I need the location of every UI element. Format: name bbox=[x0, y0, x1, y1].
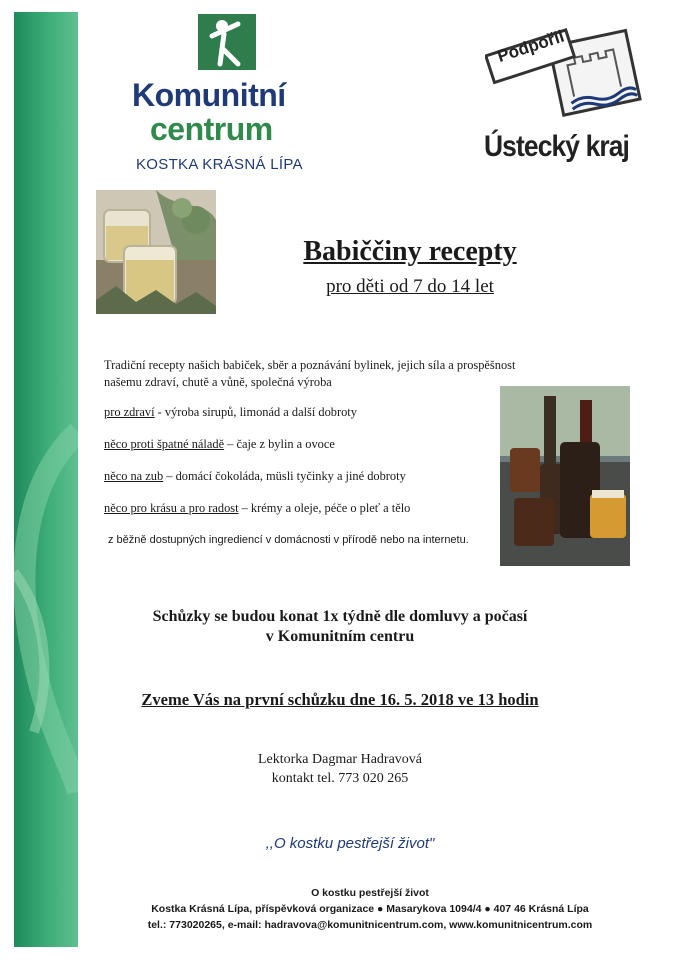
meeting-info-line-2: v Komunitním centru bbox=[265, 628, 415, 645]
region-name: Ústecký kraj bbox=[484, 130, 630, 163]
list-item bbox=[104, 404, 357, 421]
decorative-green-strip bbox=[14, 12, 78, 947]
list-item-text: - výroba sirupů, limonád a další dobroty bbox=[154, 405, 357, 419]
list-item-text: – krémy a oleje, péče o pleť a tělo bbox=[238, 501, 411, 515]
community-centre-logo-icon bbox=[198, 14, 256, 70]
ingredient-sources-note: z běžně dostupných ingrediencí v domácnosti v přírodě nebo na internetu. bbox=[108, 534, 469, 546]
footer-line-3: tel.: 773020265, e-mail: hadravova@komunitnicentrum.com, www.komunitnicentrum.com bbox=[147, 919, 593, 931]
first-meeting-invitation: Zveme Vás na první schůzku dne 16. 5. 2018 ve 13 hodin bbox=[141, 690, 539, 709]
region-stamp-label: Podpořil bbox=[495, 26, 567, 67]
list-item bbox=[104, 436, 335, 453]
meeting-info-line-1: Schůzky se budou konat 1x týdně dle domluvy a počasí bbox=[152, 608, 528, 625]
list-item-label: něco na zub bbox=[104, 469, 164, 483]
list-item bbox=[104, 468, 406, 485]
intro-line-1: Tradiční recepty našich babiček, sběr a poznávání bylinek, jejich síla a prospěšnost bbox=[104, 358, 516, 372]
page-subtitle: pro děti od 7 do 14 let bbox=[326, 276, 494, 297]
contact-phone: kontakt tel. 773 020 265 bbox=[271, 771, 409, 786]
lecturer-name: Lektorka Dagmar Hadravová bbox=[257, 752, 423, 767]
brand-name-line2: centrum bbox=[150, 111, 273, 147]
list-item-label: něco proti špatné náladě bbox=[104, 437, 225, 451]
footer-line-2: Kostka Krásná Lípa, příspěvková organizace ● Masarykova 1094/4 ● 407 46 Krásná Lípa bbox=[151, 903, 589, 915]
jars-and-bottles-photo bbox=[500, 386, 630, 566]
list-item bbox=[104, 500, 410, 517]
region-support-emblem bbox=[485, 18, 645, 128]
footer-line-1: O kostku pestřejší život bbox=[311, 887, 429, 899]
list-item-label: pro zdraví bbox=[104, 405, 155, 419]
herbal-tea-photo bbox=[96, 190, 216, 314]
brand-subtitle: KOSTKA KRÁSNÁ LÍPA bbox=[136, 156, 303, 173]
page-title: Babiččiny recepty bbox=[303, 236, 517, 267]
list-item-text: – čaje z bylin a ovoce bbox=[224, 437, 335, 451]
list-item-label: něco pro krásu a pro radost bbox=[104, 501, 239, 515]
brand-name-line1: Komunitní bbox=[132, 77, 286, 113]
motto: ,,O kostku pestřejší život" bbox=[265, 835, 435, 852]
list-item-text: – domácí čokoláda, müsli tyčinky a jiné dobroty bbox=[163, 469, 406, 483]
intro-line-2: našemu zdraví, chutě a vůně, společná výroba bbox=[104, 375, 332, 389]
